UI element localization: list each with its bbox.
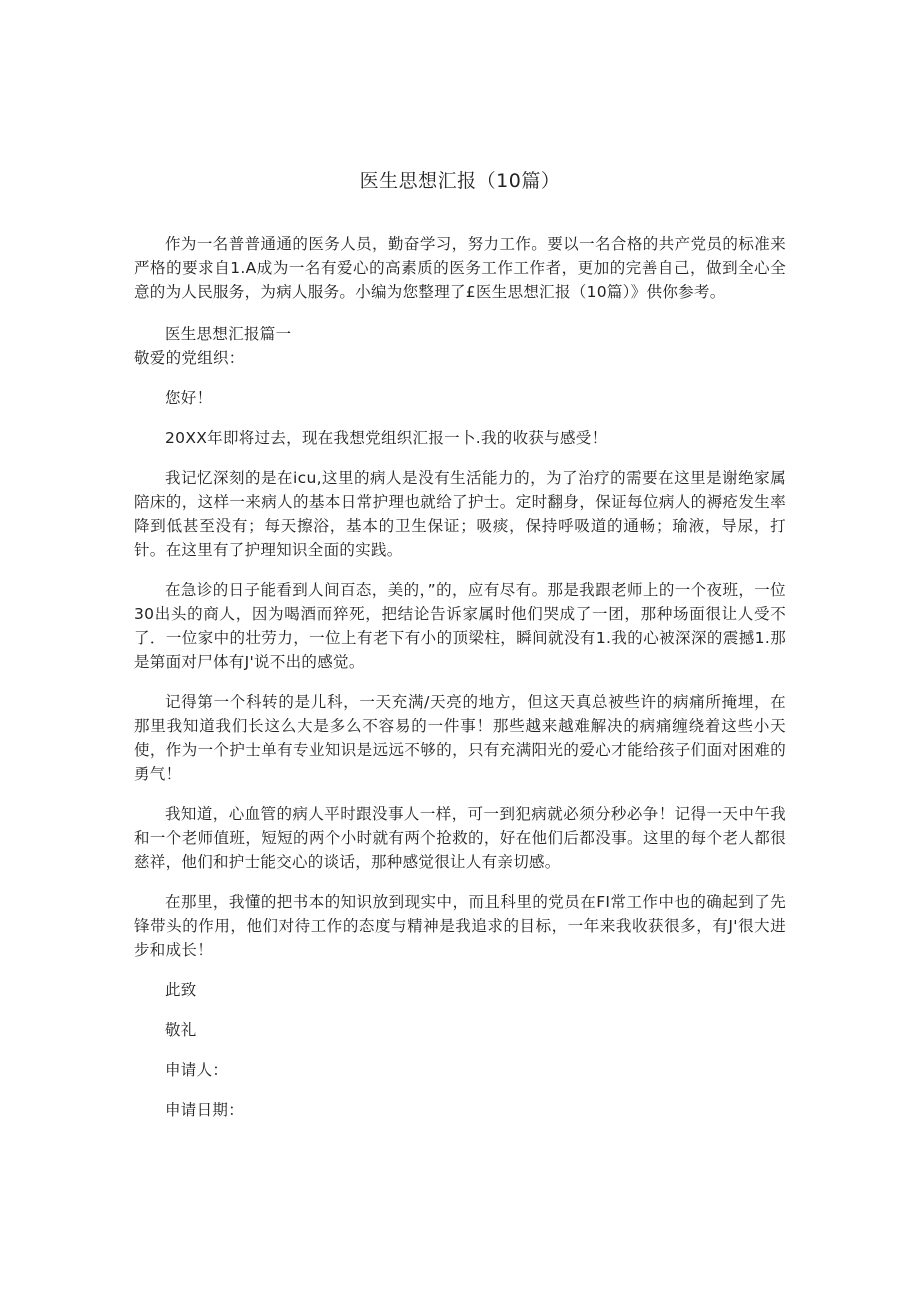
- document-body: [134, 232, 786, 1122]
- body-paragraph: 我记忆深刻的是在icu,这里的病人是没有生活能力的，为了治疗的需要在这里是谢绝家属陪床的，这样一来病人的基本日常护理也就给了护士。定时翻身，保证每位病人的褥疮发生率降到低甚至没有；每天擦浴，基本的卫生保证；吸痰，保持呼吸道的通畅；瑜液，导尿，打针。在这里有了护理知识全面的实践。: [134, 469, 786, 559]
- greeting: 您好！: [165, 389, 213, 407]
- body-paragraph: 20XX年即将过去，现在我想党组织汇报一卜.我的收获与感受！: [165, 429, 608, 447]
- body-paragraph: 记得第一个科转的是儿科，一天充满/天亮的地方，但这天真总被些许的病痛所掩埋，在那里我知道我们长这么大是多么不容易的一件事！那些越来越难解决的病痛缠绕着这些小天使，作为一个护士单有专业知识是远远不够的，只有充满阳光的爱心才能给孩子们面对困难的勇气！: [134, 693, 786, 783]
- body-paragraph: 我知道，心血管的病人平时跟没事人一样，可一到犯病就必须分秒必争！记得一天中午我和一个老师值班，短短的两个小时就有两个抢救的，好在他们后都没事。这里的每个老人都很慈祥，他们和护士能交心的谈话，那种感觉很让人有亲切感。: [134, 805, 786, 871]
- salutation: 敬爱的党组织：: [134, 349, 245, 367]
- body-paragraph: 在急诊的日子能看到人间百态，美的，”的，应有尽有。那是我跟老师上的一个夜班，一位30出头的商人，因为喝酒而猝死，把结论告诉家属时他们哭成了一团，那种场面很让人受不了．一位家中的壮劳力，一位上有老下有小的顶梁柱，瞬间就没有1.我的心被深深的震撼1.那是第面对尸体有J'说不出的感觉。: [134, 581, 786, 671]
- section-heading: 医生思想汇报篇一: [165, 325, 292, 343]
- intro-paragraph: 作为一名普普通通的医务人员，勤奋学习，努力工作。要以一名合格的共产党员的标准来严格的要求自1.A成为一名有爱心的高素质的医务工作工作者，更加的完善自己，做到全心全意的为人民服务，为病人服务。小编为您整理了£医生思想汇报（10篇）》供你参考。: [134, 235, 786, 301]
- body-paragraph: 在那里，我懂的把书本的知识放到现实中，而且科里的党员在FI常工作中也的确起到了先锋带头的作用，他们对待工作的态度与精神是我追求的目标，一年来我收获很多，有J'很大进步和成长！: [134, 893, 786, 959]
- closing-regards: 此致: [165, 981, 197, 999]
- closing-salute: 敬礼: [165, 1021, 197, 1039]
- date-label: 申请日期：: [165, 1101, 245, 1119]
- document-title: 医生思想汇报（10篇）: [359, 170, 561, 192]
- applicant-label: 申请人：: [165, 1061, 229, 1079]
